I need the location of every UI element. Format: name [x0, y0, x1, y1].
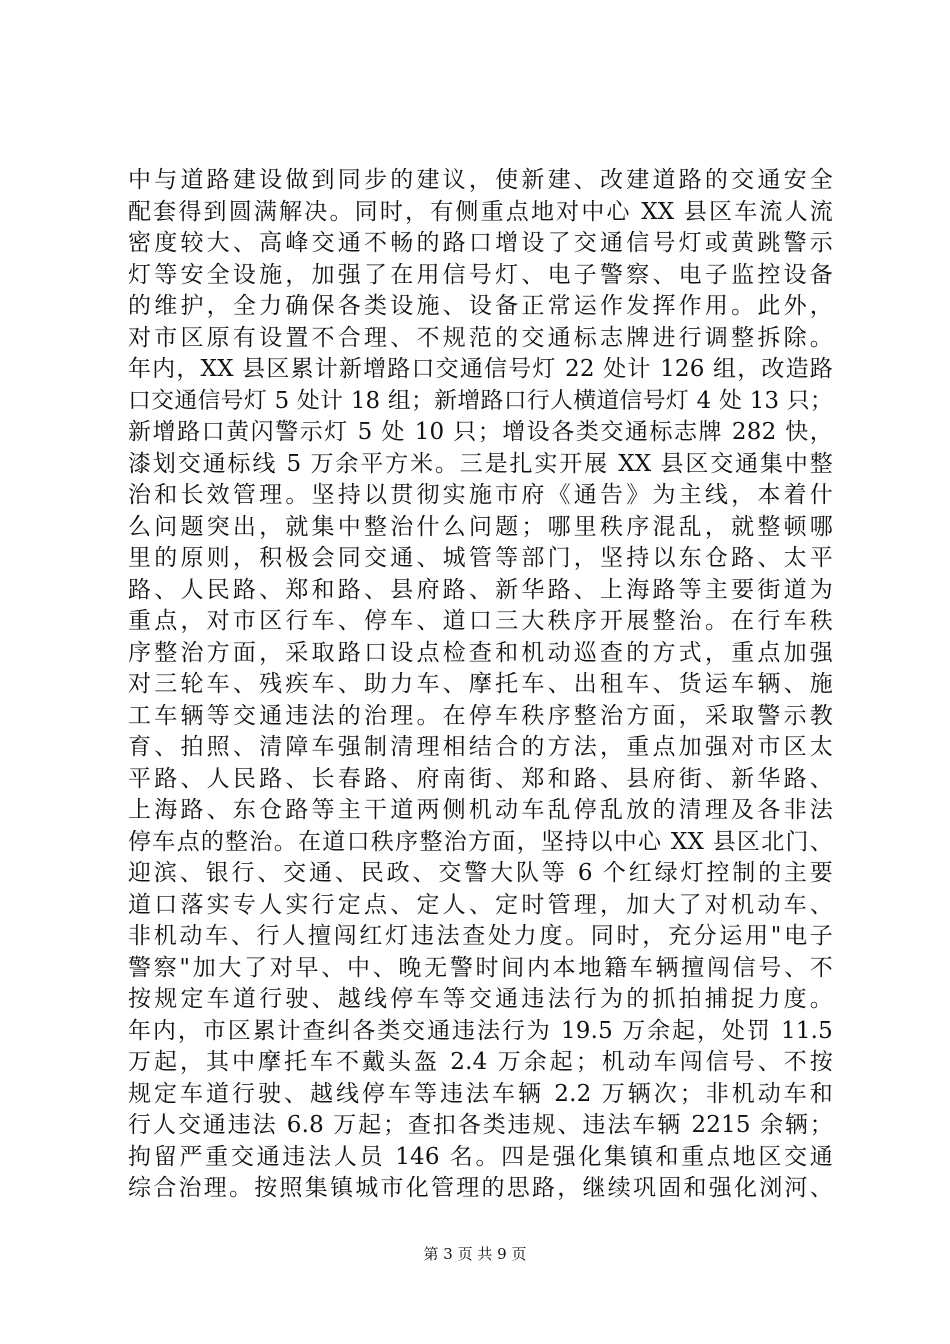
text-line: 年内，XX 县区累计新增路口交通信号灯 22 处计 126 组，改造路 — [128, 356, 833, 382]
text-line: 对三轮车、残疾车、助力车、摩托车、出租车、货运车辆、施 — [128, 671, 833, 697]
text-line: 上海路、东仓路等主干道两侧机动车乱停乱放的清理及各非法 — [128, 797, 833, 823]
text-line: 按规定车道行驶、越线停车等交通违法行为的抓拍捕捉力度。 — [128, 986, 833, 1012]
text-line: 路、人民路、郑和路、县府路、新华路、上海路等主要街道为 — [128, 576, 833, 603]
text-line: 灯等安全设施，加强了在用信号灯、电子警察、电子监控设备 — [128, 261, 833, 288]
text-line: 口交通信号灯 5 处计 18 组；新增路口行人横道信号灯 4 处 13 只； — [128, 387, 833, 414]
text-line: 万起，其中摩托车不戴头盔 2.4 万余起；机动车闯信号、不按 — [128, 1049, 833, 1075]
text-line: 么问题突出，就集中整治什么问题；哪里秩序混乱，就整顿哪 — [128, 513, 833, 540]
text-line: 新增路口黄闪警示灯 5 处 10 只；增设各类交通标志牌 282 快， — [128, 419, 833, 445]
text-line: 配套得到圆满解决。同时，有侧重点地对中心 XX 县区车流人流 — [128, 198, 833, 225]
page-footer: 第 3 页 共 9 页 — [423, 1245, 527, 1263]
text-line: 密度较大、高峰交通不畅的路口增设了交通信号灯或黄跳警示 — [128, 230, 833, 256]
text-line: 迎滨、银行、交通、民政、交警大队等 6 个红绿灯控制的主要 — [128, 860, 833, 886]
text-line: 停车点的整治。在道口秩序整治方面，坚持以中心 XX 县区北门、 — [128, 828, 833, 855]
text-line: 年内，市区累计查纠各类交通违法行为 19.5 万余起，处罚 11.5 — [128, 1017, 833, 1044]
text-line: 对市区原有设置不合理、不规范的交通标志牌进行调整拆除。 — [128, 324, 833, 351]
text-line: 里的原则，积极会同交通、城管等部门，坚持以东仓路、太平 — [128, 545, 833, 571]
text-line: 平路、人民路、长春路、府南街、郑和路、县府街、新华路、 — [128, 765, 833, 792]
body-text — [128, 165, 833, 1205]
text-line: 规定车道行驶、越线停车等违法车辆 2.2 万辆次；非机动车和 — [128, 1080, 833, 1107]
text-line: 序整治方面，采取路口设点检查和机动巡查的方式，重点加强 — [128, 639, 833, 666]
text-line: 中与道路建设做到同步的建议，使新建、改建道路的交通安全 — [128, 167, 833, 193]
text-line: 拘留严重交通违法人员 146 名。四是强化集镇和重点地区交通 — [128, 1143, 833, 1170]
text-line: 漆划交通标线 5 万余平方米。三是扎实开展 XX 县区交通集中整 — [128, 450, 833, 477]
text-line: 的维护，全力确保各类设施、设备正常运作发挥作用。此外， — [128, 293, 833, 319]
text-line: 道口落实专人实行定点、定人、定时管理，加大了对机动车、 — [128, 891, 833, 918]
text-line: 警察"加大了对早、中、晚无警时间内本地籍车辆擅闯信号、不 — [128, 954, 833, 981]
text-line: 行人交通违法 6.8 万起；查扣各类违规、违法车辆 2215 余辆； — [128, 1112, 833, 1138]
text-line: 治和长效管理。坚持以贯彻实施市府《通告》为主线，本着什 — [128, 482, 833, 508]
text-line: 育、拍照、清障车强制清理相结合的方法，重点加强对市区太 — [128, 734, 833, 760]
text-line: 非机动车、行人擅闯红灯违法查处力度。同时，充分运用"电子 — [128, 923, 833, 949]
text-line: 重点，对市区行车、停车、道口三大秩序开展整治。在行车秩 — [128, 608, 833, 634]
text-line: 工车辆等交通违法的治理。在停车秩序整治方面，采取警示教 — [128, 702, 833, 729]
text-line: 综合治理。按照集镇城市化管理的思路，继续巩固和强化浏河、 — [128, 1175, 833, 1201]
